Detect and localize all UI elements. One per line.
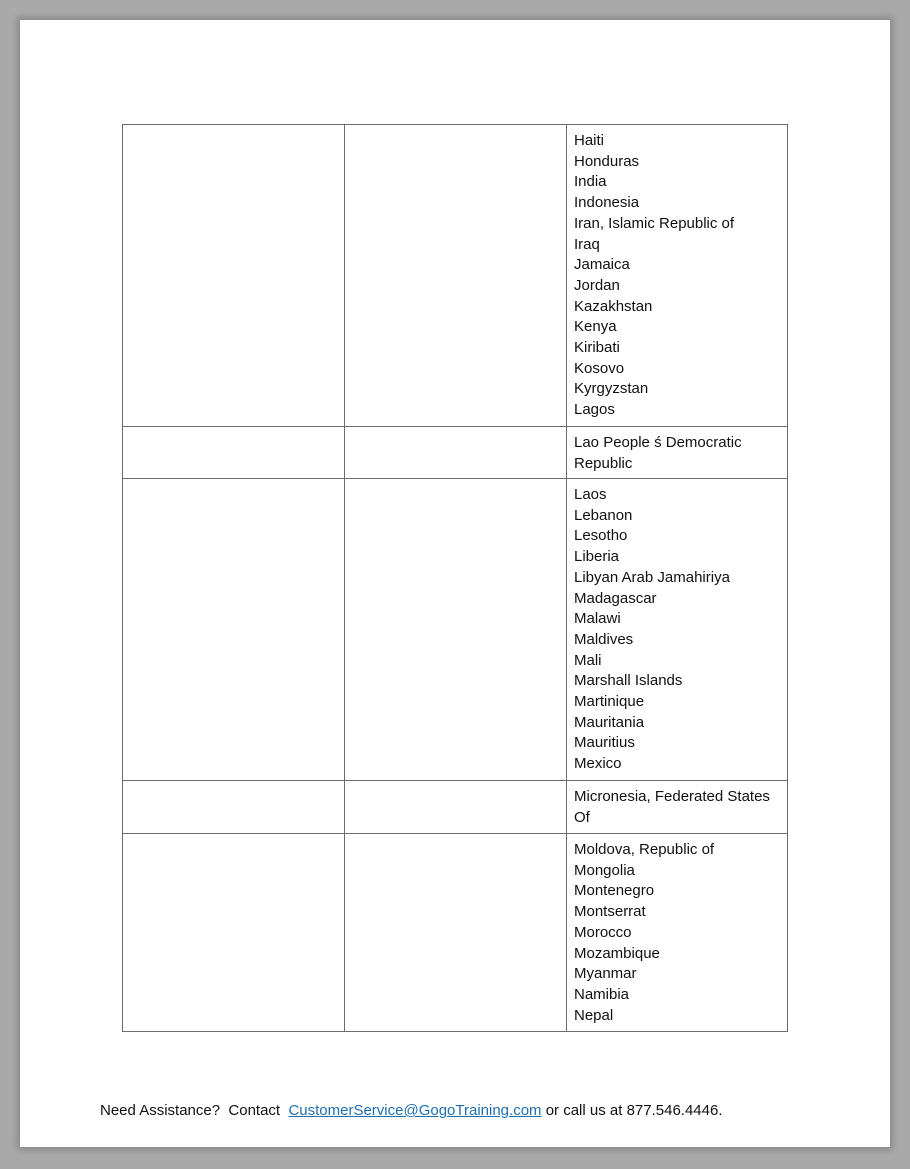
country-name: Morocco (574, 923, 632, 941)
country-name: Madagascar (574, 589, 657, 607)
footer-prefix: Need Assistance? Contact (100, 1102, 289, 1119)
country-name: Jordan (574, 276, 620, 294)
country-name: Libyan Arab Jamahiriya (574, 568, 730, 586)
country-name: Kyrgyzstan (574, 380, 649, 398)
country-name: India (574, 173, 607, 191)
table-row (123, 427, 788, 479)
country-name: Martinique (574, 693, 645, 711)
empty-cell (123, 125, 345, 427)
country-name: Marshall Islands (574, 672, 683, 690)
country-name: Moldova, Republic of (574, 841, 715, 858)
country-name: Myanmar (574, 965, 637, 983)
country-name: Mozambique (574, 944, 660, 962)
country-name: Lagos (574, 401, 615, 419)
table-row (123, 125, 788, 427)
table-row (123, 479, 788, 781)
document-page (20, 20, 890, 1147)
country-cell (567, 834, 788, 1032)
country-name: Kenya (574, 318, 617, 336)
table-row (123, 834, 788, 1032)
country-name: Mali (574, 651, 602, 669)
country-name: Liberia (574, 548, 620, 566)
country-name: Iran, Islamic Republic of (574, 214, 735, 232)
country-name: Nepal (574, 1006, 614, 1024)
country-name: Honduras (574, 152, 640, 170)
country-name: Malawi (574, 610, 621, 628)
country-cell (567, 479, 788, 781)
country-name: Montenegro (574, 882, 655, 900)
footer (100, 1102, 723, 1119)
country-name: Kazakhstan (574, 297, 653, 315)
footer-suffix: or call us at 877.546.4446. (541, 1102, 723, 1119)
country-cell (567, 427, 788, 479)
countries-table (122, 124, 788, 1032)
country-name: Mongolia (574, 861, 635, 879)
country-name: Lao People ś Democratic Republic (574, 434, 742, 472)
country-name: Maldives (574, 630, 634, 648)
country-cell (567, 781, 788, 834)
country-name: Iraq (574, 235, 600, 253)
empty-cell (345, 427, 567, 479)
country-name: Namibia (574, 985, 630, 1003)
country-name: Kosovo (574, 359, 625, 377)
country-name: Montserrat (574, 903, 646, 921)
email-link[interactable]: CustomerService@GogoTraining.com (288, 1102, 542, 1119)
country-name: Kiribati (574, 339, 620, 357)
country-name: Jamaica (574, 256, 630, 274)
empty-cell (345, 125, 567, 427)
country-name: Mexico (574, 755, 622, 773)
empty-cell (123, 427, 345, 479)
empty-cell (345, 781, 567, 834)
empty-cell (123, 834, 345, 1032)
country-name: Lesotho (574, 527, 628, 545)
country-name: Laos (574, 486, 607, 503)
empty-cell (345, 834, 567, 1032)
table-row (123, 781, 788, 834)
empty-cell (123, 781, 345, 834)
country-name: Mauritius (574, 734, 635, 752)
country-name: Mauritania (574, 713, 645, 731)
country-name: Lebanon (574, 506, 633, 524)
country-name: Micronesia, Federated States Of (574, 788, 770, 826)
country-cell (567, 125, 788, 427)
empty-cell (345, 479, 567, 781)
country-name: Indonesia (574, 194, 640, 212)
country-name: Haiti (574, 132, 605, 149)
empty-cell (123, 479, 345, 781)
